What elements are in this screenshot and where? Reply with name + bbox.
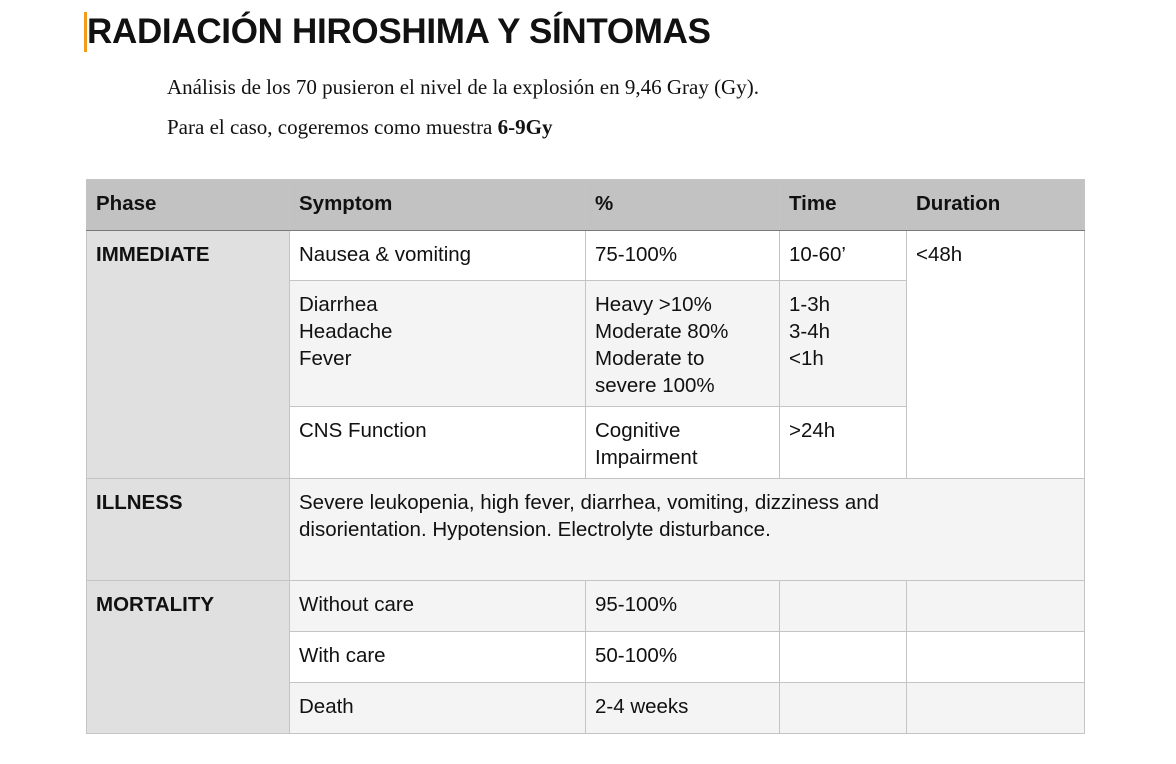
sample-dose: 6-9Gy	[497, 115, 553, 139]
duration-cell	[907, 632, 1085, 683]
table-row	[87, 231, 1085, 281]
symptom-headache: Headache	[299, 320, 393, 343]
phase-immediate: IMMEDIATE	[87, 231, 290, 479]
table-row	[87, 479, 1085, 581]
illness-description	[290, 479, 1085, 581]
table-header-row	[87, 180, 1085, 231]
intro-paragraph-1: Análisis de los 70 pusieron el nivel de la explosión en 9,46 Gray (Gy).	[167, 75, 759, 99]
percent-cell	[586, 281, 780, 407]
illness-line: disorientation. Hypotension. Electrolyte disturbance.	[299, 518, 771, 541]
time-cell: 10-60’	[780, 231, 907, 281]
intro-paragraph-2	[167, 114, 552, 140]
symptoms-table	[86, 179, 1085, 734]
time-line: 1-3h	[789, 293, 831, 316]
symptom-cell	[290, 281, 586, 407]
symptom-cell: Death	[290, 683, 586, 734]
time-cell	[780, 683, 907, 734]
header-phase: Phase	[87, 180, 290, 231]
percent-line: Moderate to	[595, 347, 705, 370]
symptom-cell: CNS Function	[290, 407, 586, 479]
percent-cell: 50-100%	[586, 632, 780, 683]
time-cell	[780, 281, 907, 407]
duration-cell-immediate: <48h	[907, 231, 1085, 479]
percent-cell: 2-4 weeks	[586, 683, 780, 734]
percent-cell	[586, 407, 780, 479]
symptom-cell: Without care	[290, 581, 586, 632]
time-cell	[780, 632, 907, 683]
percent-line: Cognitive	[595, 419, 681, 442]
symptom-cell: Nausea & vomiting	[290, 231, 586, 281]
symptom-fever: Fever	[299, 347, 352, 370]
header-time: Time	[780, 180, 907, 231]
duration-cell	[907, 683, 1085, 734]
phase-mortality: MORTALITY	[87, 581, 290, 734]
document-title: RADIACIÓN HIROSHIMA Y SÍNTOMAS	[87, 12, 711, 51]
percent-line: severe 100%	[595, 374, 715, 397]
symptom-cell: With care	[290, 632, 586, 683]
time-cell	[780, 581, 907, 632]
time-cell: >24h	[780, 407, 907, 479]
percent-line: Heavy >10%	[595, 293, 712, 316]
phase-illness: ILLNESS	[87, 479, 290, 581]
header-duration: Duration	[907, 180, 1085, 231]
duration-cell	[907, 581, 1085, 632]
percent-line: Impairment	[595, 446, 698, 469]
percent-cell: 95-100%	[586, 581, 780, 632]
illness-line: Severe leukopenia, high fever, diarrhea, vomiting, dizziness and	[299, 491, 880, 514]
time-line: <1h	[789, 347, 824, 370]
intro-paragraph-2-text: Para el caso, cogeremos como muestra	[167, 115, 498, 139]
table-row	[87, 581, 1085, 632]
symptom-diarrhea: Diarrhea	[299, 293, 378, 316]
time-line: 3-4h	[789, 320, 831, 343]
percent-cell: 75-100%	[586, 231, 780, 281]
header-symptom: Symptom	[290, 180, 586, 231]
percent-line: Moderate 80%	[595, 320, 729, 343]
header-percent: %	[586, 180, 780, 231]
